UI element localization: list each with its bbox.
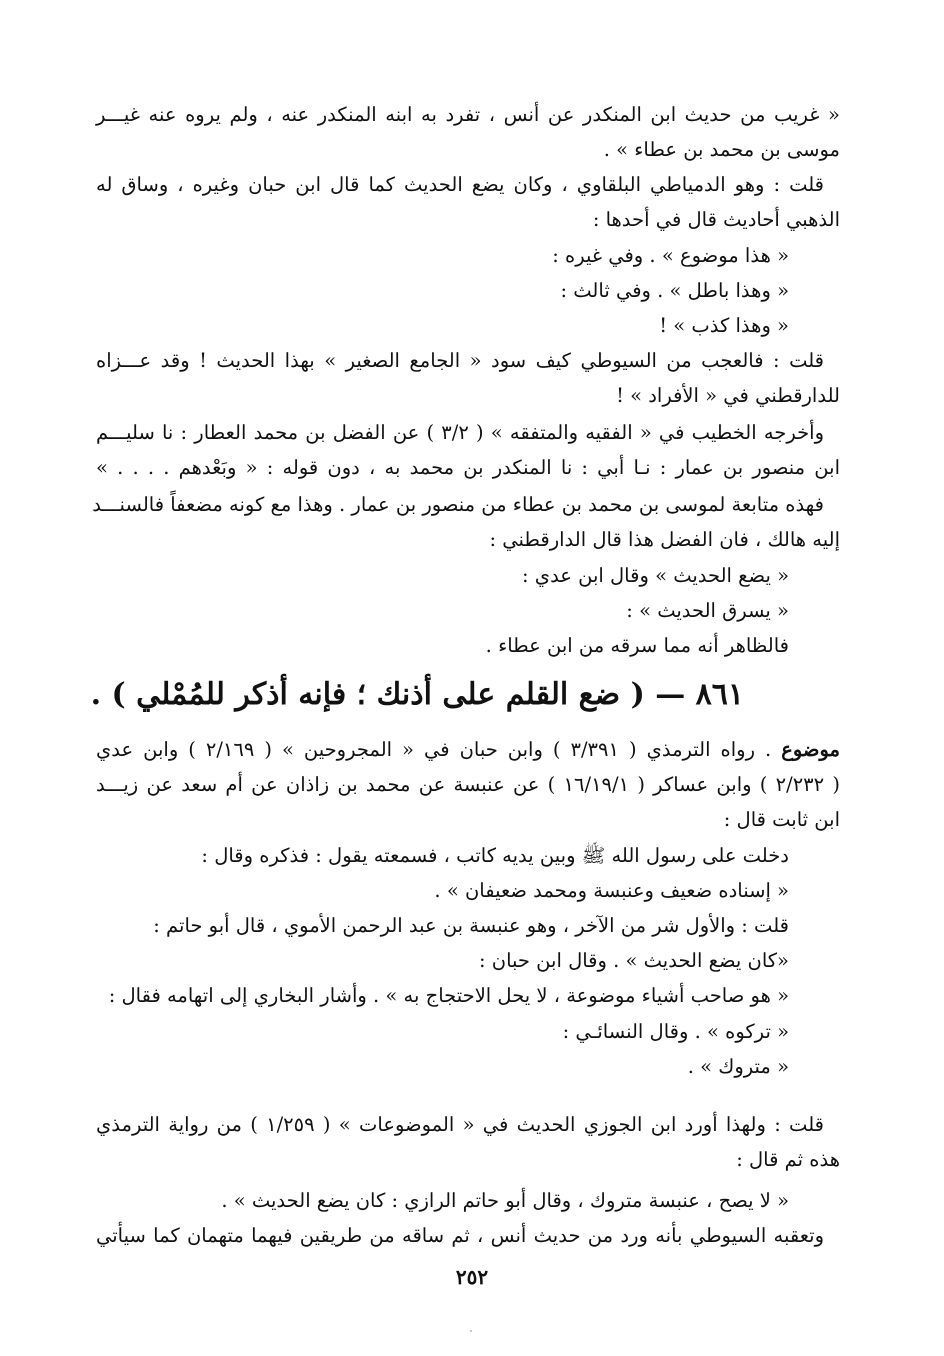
text-line: وأخرجه الخطيب في « الفقيه والمتفقه » ( ٣/٢ ) عن الفضل بن محمد العطار : نا سليـــم xyxy=(96,421,824,444)
ruling-label: موضوع xyxy=(781,738,841,761)
text-line: « هو صاحب أشياء موضوعة ، لا يحل الاحتجاج به » . وأشار البخاري إلى اتهامه فقال : xyxy=(108,984,789,1007)
text-line: قلت : ولهذا أورد ابن الجوزي الحديث في « الموضوعات » ( ١/٢٥٩ ) من رواية الترمذي xyxy=(96,1113,824,1136)
text-line: « يضع الحديث » وقال ابن عدي : xyxy=(522,564,789,587)
text-line: ابن ثابت قال : xyxy=(723,808,840,831)
text-line: الذهبي أحاديث قال في أحدها : xyxy=(592,208,840,231)
text-line xyxy=(96,733,840,767)
text-line: « إسناده ضعيف وعنبسة ومحمد ضعيفان » . xyxy=(434,879,789,902)
text-line: « لا يصح ، عنبسة متروك ، وقال أبو حاتم الرازي : كان يضع الحديث » . xyxy=(221,1189,789,1212)
text-line: « متروك » . xyxy=(687,1055,789,1078)
text-line: قلت : والأول شر من الآخر ، وهو عنبسة بن عبد الرحمن الأموي ، قال أبو حاتم : xyxy=(153,914,789,937)
text-line: « غريب من حديث ابن المنكدر عن أنس ، تفرد به ابنه المنكدر عنه ، ولم يروه عنه غيـــر xyxy=(96,103,840,126)
page-number: ٢٥٢ xyxy=(455,1265,489,1289)
text-line: قلت : فالعجب من السيوطي كيف سود « الجامع الصغير » بهذا الحديث ! وقد عـــزاه xyxy=(96,349,824,372)
text-line: هذه ثم قال : xyxy=(736,1148,840,1171)
text-line: «كان يضع الحديث » . وقال ابن حبان : xyxy=(479,949,789,972)
text-line: للدارقطني في « الأفراد » ! xyxy=(616,384,840,407)
text-line: ( ٢/٢٣٢ ) وابن عساكر ( ١٦/١٩/١ ) عن عنبسة عن محمد بن زاذان عن أم سعد عن زيـــد xyxy=(96,773,840,796)
text-line: فهذه متابعة لموسى بن محمد بن عطاء من منصور بن عمار . وهذا مع كونه مضعفاً فالسنـــد xyxy=(92,493,824,516)
text-line: « يسرق الحديث » : xyxy=(626,599,789,622)
hadith-heading: ٨٦١ — ( ضع القلم على أذنك ؛ فإنه أذكر للمُمْلي ) . xyxy=(90,677,744,712)
text-line: « تركوه » . وقال النسائـي : xyxy=(562,1020,789,1043)
text-line: موسى بن محمد بن عطاء » . xyxy=(603,138,840,161)
text-line: « وهذا كذب » ! xyxy=(659,314,789,337)
text-line: « وهذا باطل » . وفي ثالث : xyxy=(560,279,789,302)
text-line-rest: . رواه الترمذي ( ٣/٣٩١ ) وابن حبان في « المجروحين » ( ٢/١٦٩ ) وابن عدي xyxy=(96,738,772,761)
scan-speck xyxy=(470,1330,472,1332)
text-line: قلت : وهو الدمياطي البلقاوي ، وكان يضع الحديث كما قال ابن حبان وغيره ، وساق له xyxy=(96,173,824,196)
text-line: وتعقبه السيوطي بأنه ورد من حديث أنس ، ثم ساقه من طريقين فيهما متهمان كما سيأتي xyxy=(96,1224,824,1247)
text-line: دخلت على رسول الله ﷺ وبين يديه كاتب ، فسمعته يقول : فذكره وقال : xyxy=(201,844,789,867)
text-line: إليه هالك ، فان الفضل هذا قال الدارقطني : xyxy=(489,528,840,551)
text-line: « هذا موضوع » . وفي غيره : xyxy=(552,244,789,267)
text-line: ابن منصور بن عمار : نـا أبي : نا المنكدر بن محمد به ، دون قوله : « وبَعْدهم . . . . » xyxy=(96,456,840,479)
text-line: فالظاهر أنه مما سرقه من ابن عطاء . xyxy=(485,634,789,657)
